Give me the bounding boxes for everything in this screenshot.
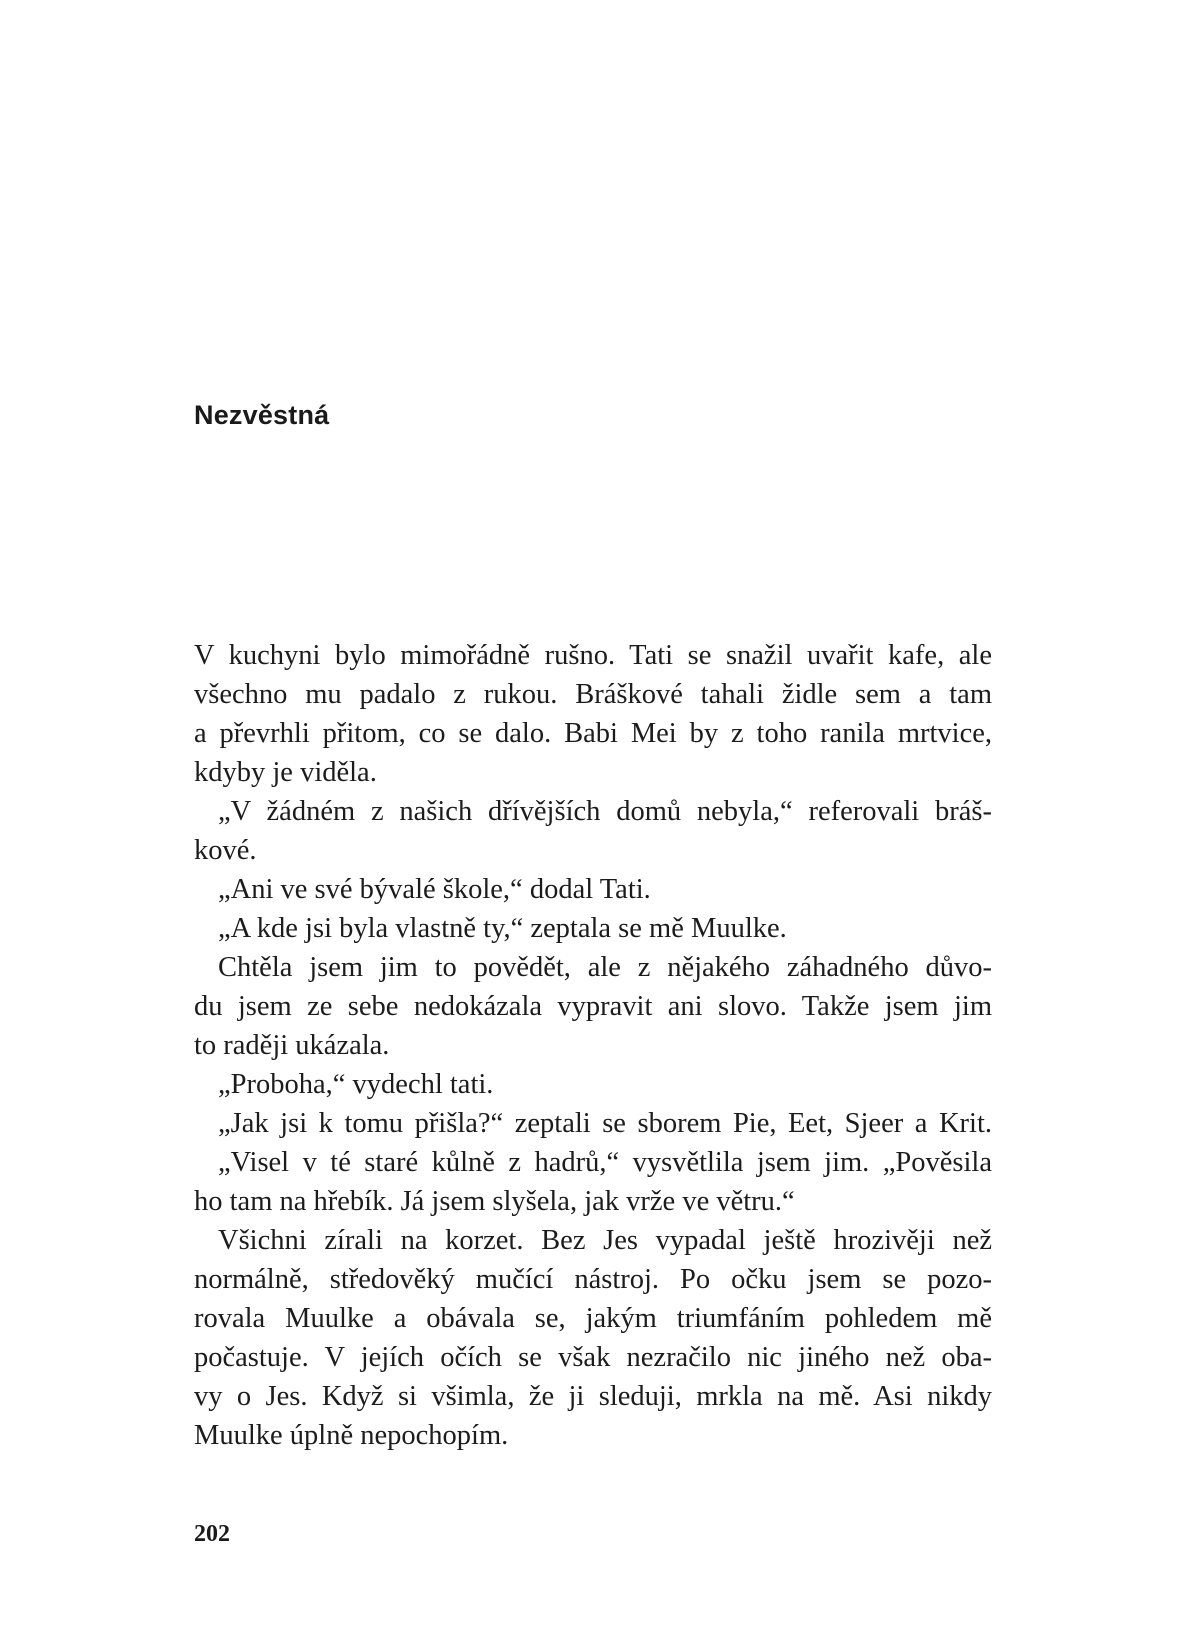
- page-number: 202: [194, 1521, 230, 1547]
- paragraph: [194, 1221, 992, 1455]
- paragraph: [194, 1143, 992, 1221]
- text-line: to raději ukázala.: [194, 1030, 390, 1061]
- text-line: V kuchyni bylo mimořádně rušno. Tati se snažil uvařit kafe, ale: [194, 640, 992, 671]
- text-line: rovala Muulke a obávala se, jakým triumfáním pohledem mě: [194, 1303, 992, 1334]
- body-text: [194, 636, 992, 1455]
- paragraph: [194, 909, 992, 948]
- text-line: kdyby je viděla.: [194, 757, 377, 788]
- paragraph: [194, 870, 992, 909]
- text-line: du jsem ze sebe nedokázala vypravit ani slovo. Takže jsem jim: [194, 991, 992, 1022]
- paragraph: [194, 1104, 992, 1143]
- text-line: „V žádném z našich dřívějších domů nebyla,“ referovali bráš-: [218, 796, 992, 827]
- text-line: „Jak jsi k tomu přišla?“ zeptali se sborem Pie, Eet, Sjeer a Krit.: [218, 1108, 992, 1139]
- text-line: „Proboha,“ vydechl tati.: [218, 1069, 494, 1100]
- text-line: normálně, středověký mučící nástroj. Po očku jsem se pozo-: [194, 1264, 992, 1295]
- text-line: ho tam na hřebík. Já jsem slyšela, jak vrže ve větru.“: [194, 1186, 795, 1217]
- text-line: Chtěla jsem jim to povědět, ale z nějakého záhadného důvo-: [218, 952, 992, 983]
- text-line: „Ani ve své bývalé škole,“ dodal Tati.: [218, 874, 651, 905]
- text-line: kové.: [194, 835, 257, 866]
- text-line: vy o Jes. Když si všimla, že ji sleduji, mrkla na mě. Asi nikdy: [194, 1381, 992, 1412]
- text-line: Muulke úplně nepochopím.: [194, 1420, 509, 1451]
- paragraph: [194, 636, 992, 792]
- text-line: všechno mu padalo z rukou. Bráškové tahali židle sem a tam: [194, 679, 992, 710]
- text-line: počastuje. V jejích očích se však nezračilo nic jiného než oba-: [194, 1342, 992, 1373]
- chapter-title: Nezvěstná: [194, 400, 330, 430]
- text-line: a převrhli přitom, co se dalo. Babi Mei by z toho ranila mrtvice,: [194, 718, 992, 749]
- text-line: „A kde jsi byla vlastně ty,“ zeptala se mě Muulke.: [218, 913, 787, 944]
- paragraph: [194, 948, 992, 1065]
- text-line: Všichni zírali na korzet. Bez Jes vypadal ještě hrozivěji než: [218, 1225, 992, 1256]
- paragraph: [194, 1065, 992, 1104]
- text-line: „Visel v té staré kůlně z hadrů,“ vysvětlila jsem jim. „Pověsila: [218, 1147, 992, 1178]
- paragraph: [194, 792, 992, 870]
